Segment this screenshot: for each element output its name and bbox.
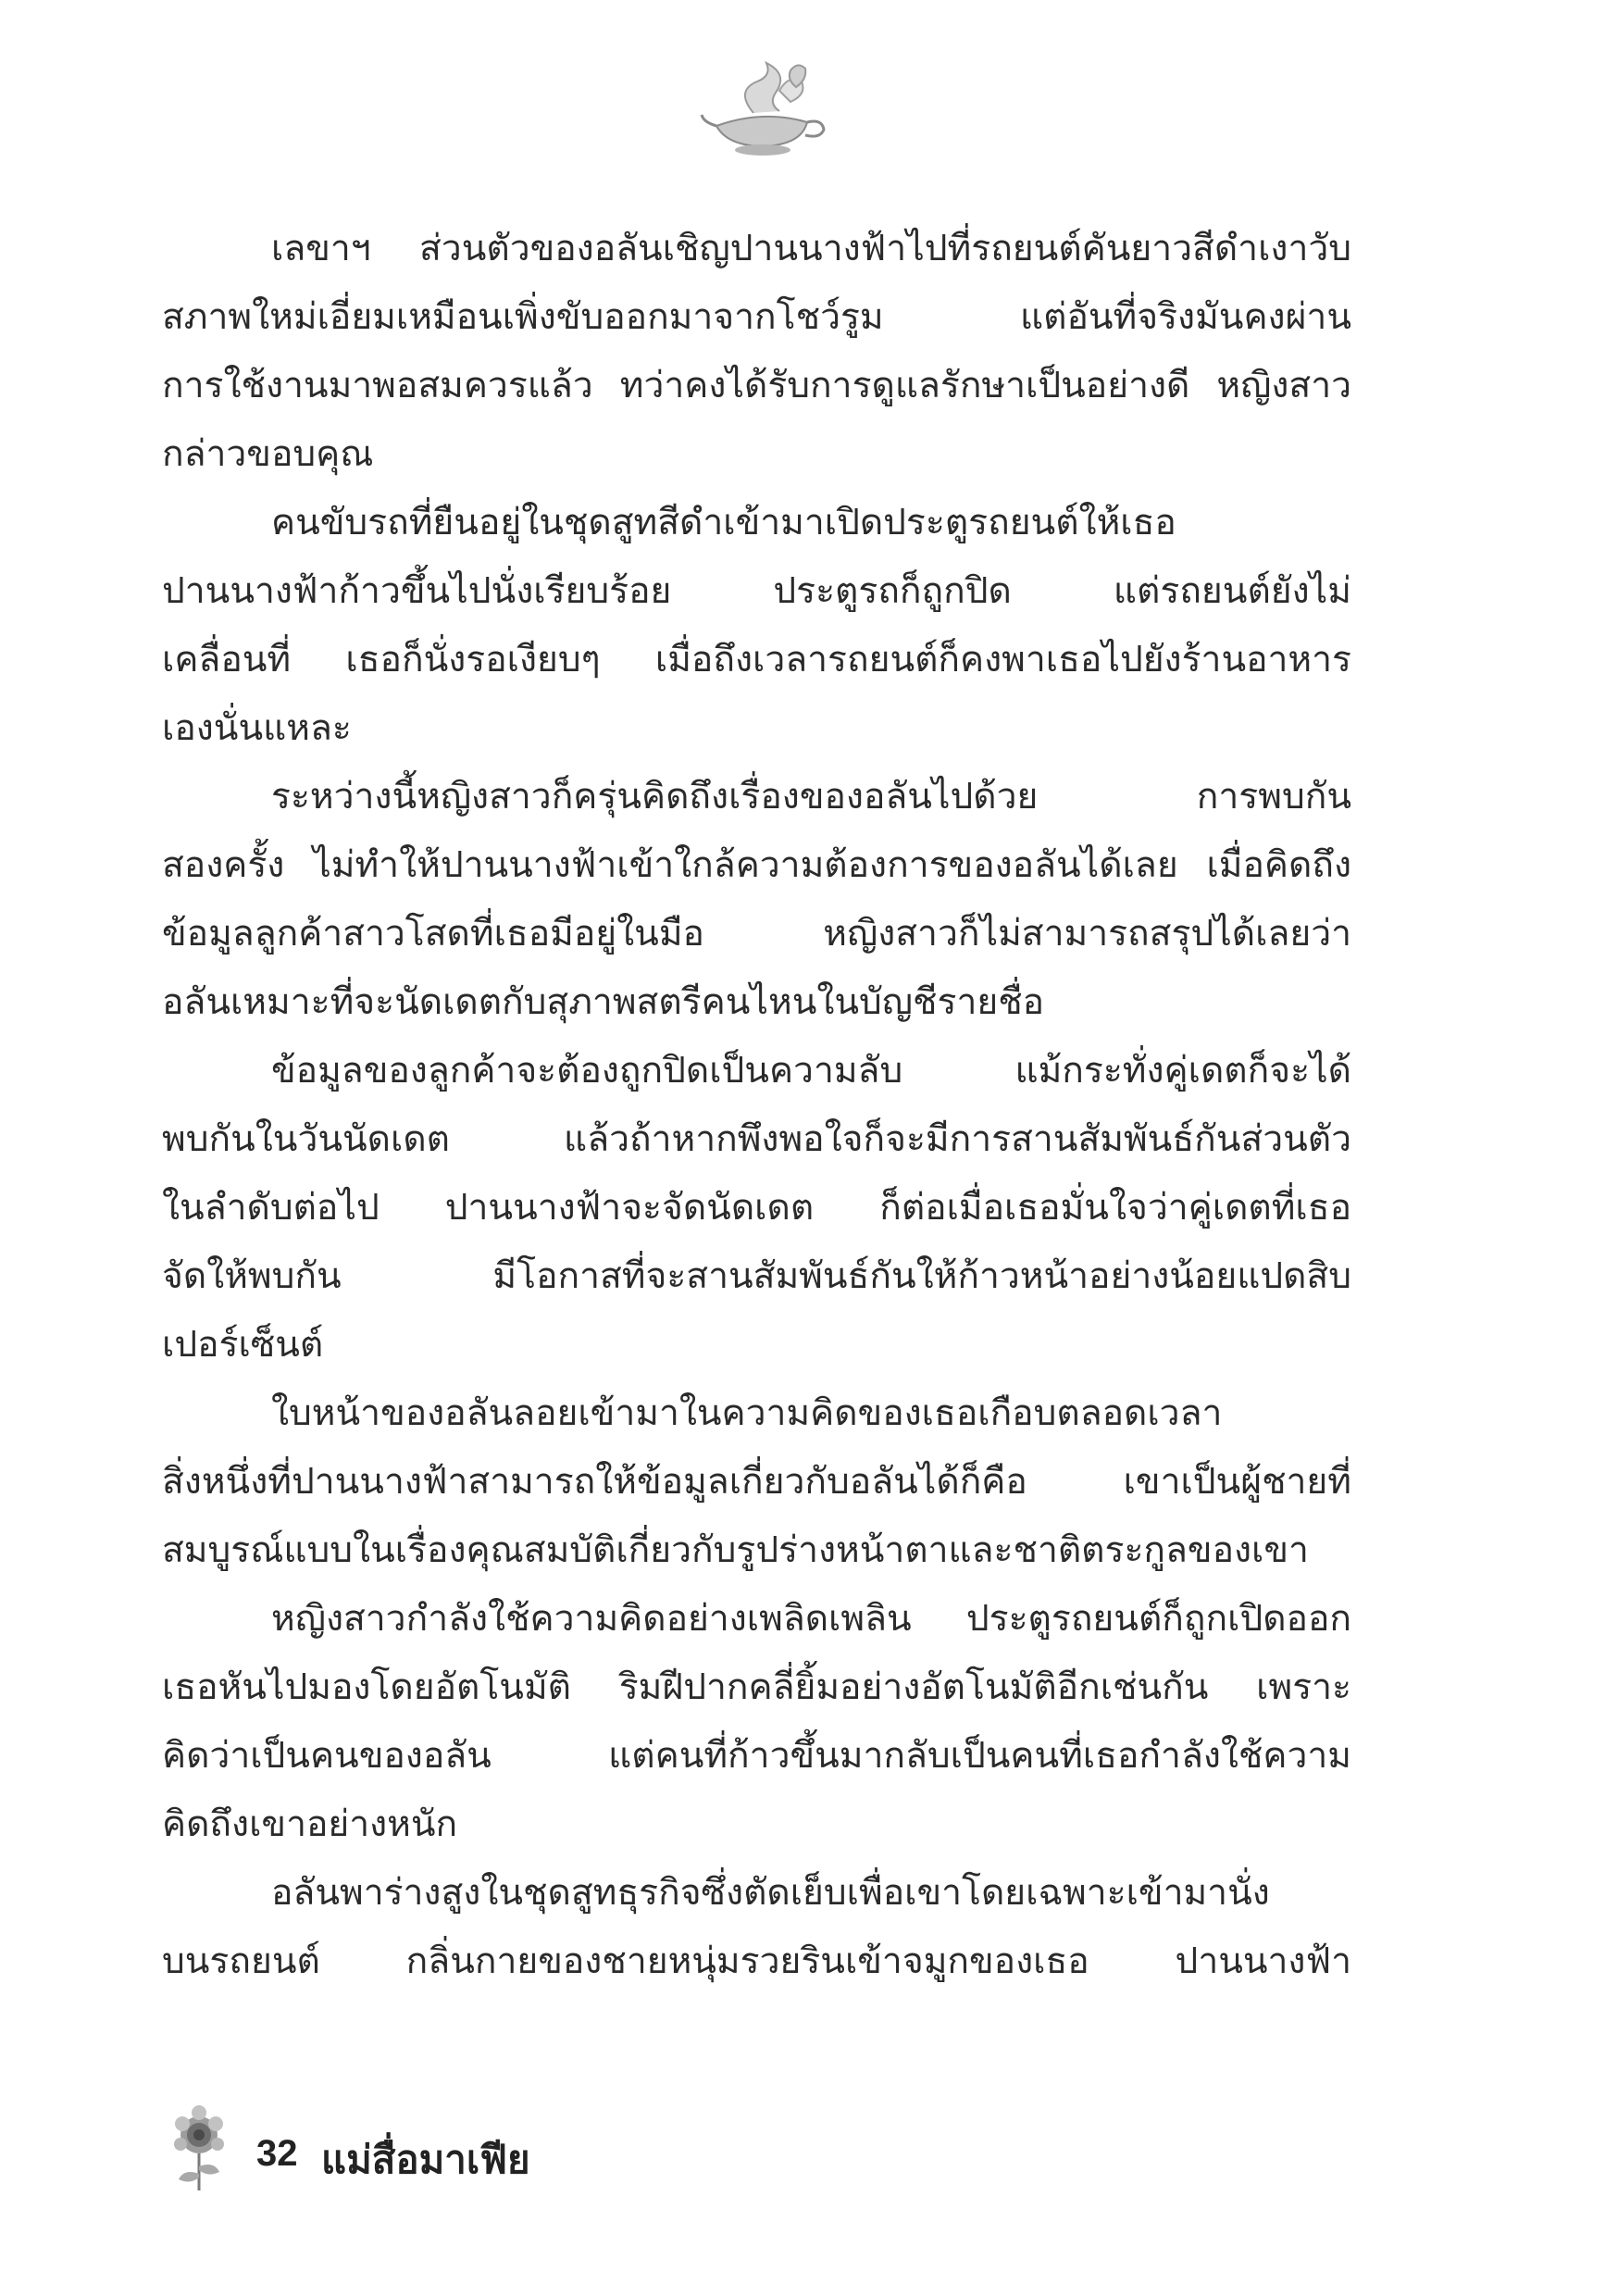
- text-line: สภาพใหม่เอี่ยมเหมือนเพิ่งขับออกมาจากโชว์รูม แต่อันที่จริงมันคงผ่าน: [162, 296, 1351, 338]
- text-line: เองนั่นแหละ: [162, 707, 352, 749]
- text-line: ข้อมูลลูกค้าสาวโสดที่เธอมีอยู่ในมือ หญิงสาวก็ไม่สามารถสรุปได้เลยว่า: [162, 913, 1351, 955]
- text-line: พบกันในวันนัดเดต แล้วถ้าหากพึงพอใจก็จะมีการสานสัมพันธ์กันส่วนตัว: [162, 1118, 1351, 1160]
- text-line: จัดให้พบกัน มีโอกาสที่จะสานสัมพันธ์กันให้ก้าวหน้าอย่างน้อยแปดสิบ: [162, 1255, 1351, 1297]
- paragraph-6: [162, 1585, 1351, 1859]
- text-line: เปอร์เซ็นต์: [162, 1324, 324, 1366]
- text-line: อลันเหมาะที่จะนัดเดตกับสุภาพสตรีคนไหนในบัญชีรายชื่อ: [162, 981, 1045, 1023]
- text-line: คิดว่าเป็นคนของอลัน แต่คนที่ก้าวขึ้นมากลับเป็นคนที่เธอกำลังใช้ความ: [162, 1735, 1351, 1777]
- paragraph-5: [162, 1379, 1351, 1585]
- text-line: เธอหันไปมองโดยอัตโนมัติ ริมฝีปากคลี่ยิ้มอย่างอัตโนมัติอีกเช่นกัน เพราะ: [162, 1666, 1351, 1708]
- text-line: สิ่งหนึ่งที่ปานนางฟ้าสามารถให้ข้อมูลเกี่ยวกับอลันได้ก็คือ เขาเป็นผู้ชายที่: [162, 1461, 1351, 1503]
- paragraph-3: [162, 763, 1351, 1037]
- text-line: การใช้งานมาพอสมควรแล้ว ทว่าคงได้รับการดูแลรักษาเป็นอย่างดี หญิงสาว: [162, 365, 1351, 406]
- paragraph-2: [162, 489, 1351, 763]
- paragraph-1: [162, 215, 1351, 489]
- text-line: ข้อมูลของลูกค้าจะต้องถูกปิดเป็นความลับ แม้กระทั่งคู่เดตก็จะได้: [271, 1050, 1351, 1092]
- page-number: 32: [256, 2133, 298, 2174]
- body-text: [162, 215, 1351, 1996]
- text-line: กล่าวขอบคุณ: [162, 433, 374, 475]
- text-line: คิดถึงเขาอย่างหนัก: [162, 1803, 458, 1845]
- text-line: เคลื่อนที่ เธอก็นั่งรอเงียบๆ เมื่อถึงเวลารถยนต์ก็คงพาเธอไปยังร้านอาหาร: [162, 639, 1351, 680]
- lamp-ornament-icon: [698, 54, 828, 165]
- flower-ornament-icon: [162, 2102, 236, 2194]
- text-line: ระหว่างนี้หญิงสาวก็ครุ่นคิดถึงเรื่องของอลันไปด้วย การพบกัน: [271, 776, 1351, 817]
- text-line: หญิงสาวกำลังใช้ความคิดอย่างเพลิดเพลิน ประตูรถยนต์ก็ถูกเปิดออก: [271, 1598, 1351, 1640]
- text-line: บนรถยนต์ กลิ่นกายของชายหนุ่มรวยรินเข้าจมูกของเธอ ปานนางฟ้า: [162, 1940, 1351, 1982]
- page-footer: [162, 2102, 717, 2203]
- text-line: ในลำดับต่อไป ปานนางฟ้าจะจัดนัดเดต ก็ต่อเมื่อเธอมั่นใจว่าคู่เดตที่เธอ: [162, 1187, 1351, 1229]
- paragraph-4: [162, 1037, 1351, 1379]
- text-line: ปานนางฟ้าก้าวขึ้นไปนั่งเรียบร้อย ประตูรถก็ถูกปิด แต่รถยนต์ยังไม่: [162, 570, 1351, 612]
- text-line: เลขาฯ ส่วนตัวของอลันเชิญปานนางฟ้าไปที่รถยนต์คันยาวสีดำเงาวับ: [271, 228, 1351, 269]
- text-line: สมบูรณ์แบบในเรื่องคุณสมบัติเกี่ยวกับรูปร่างหน้าตาและชาติตระกูลของเขา: [162, 1529, 1309, 1571]
- text-line: คนขับรถที่ยืนอยู่ในชุดสูทสีดำเข้ามาเปิดประตูรถยนต์ให้เธอ: [271, 502, 1176, 543]
- text-line: อลันพาร่างสูงในชุดสูทธุรกิจซึ่งตัดเย็บเพื่อเขาโดยเฉพาะเข้ามานั่ง: [271, 1872, 1270, 1914]
- paragraph-7: [162, 1859, 1351, 1996]
- text-line: ใบหน้าของอลันลอยเข้ามาในความคิดของเธอเกือบตลอดเวลา: [271, 1392, 1223, 1434]
- text-line: สองครั้ง ไม่ทำให้ปานนางฟ้าเข้าใกล้ความต้องการของอลันได้เลย เมื่อคิดถึง: [162, 844, 1351, 886]
- book-title: แม่สื่อมาเฟีย: [321, 2137, 530, 2182]
